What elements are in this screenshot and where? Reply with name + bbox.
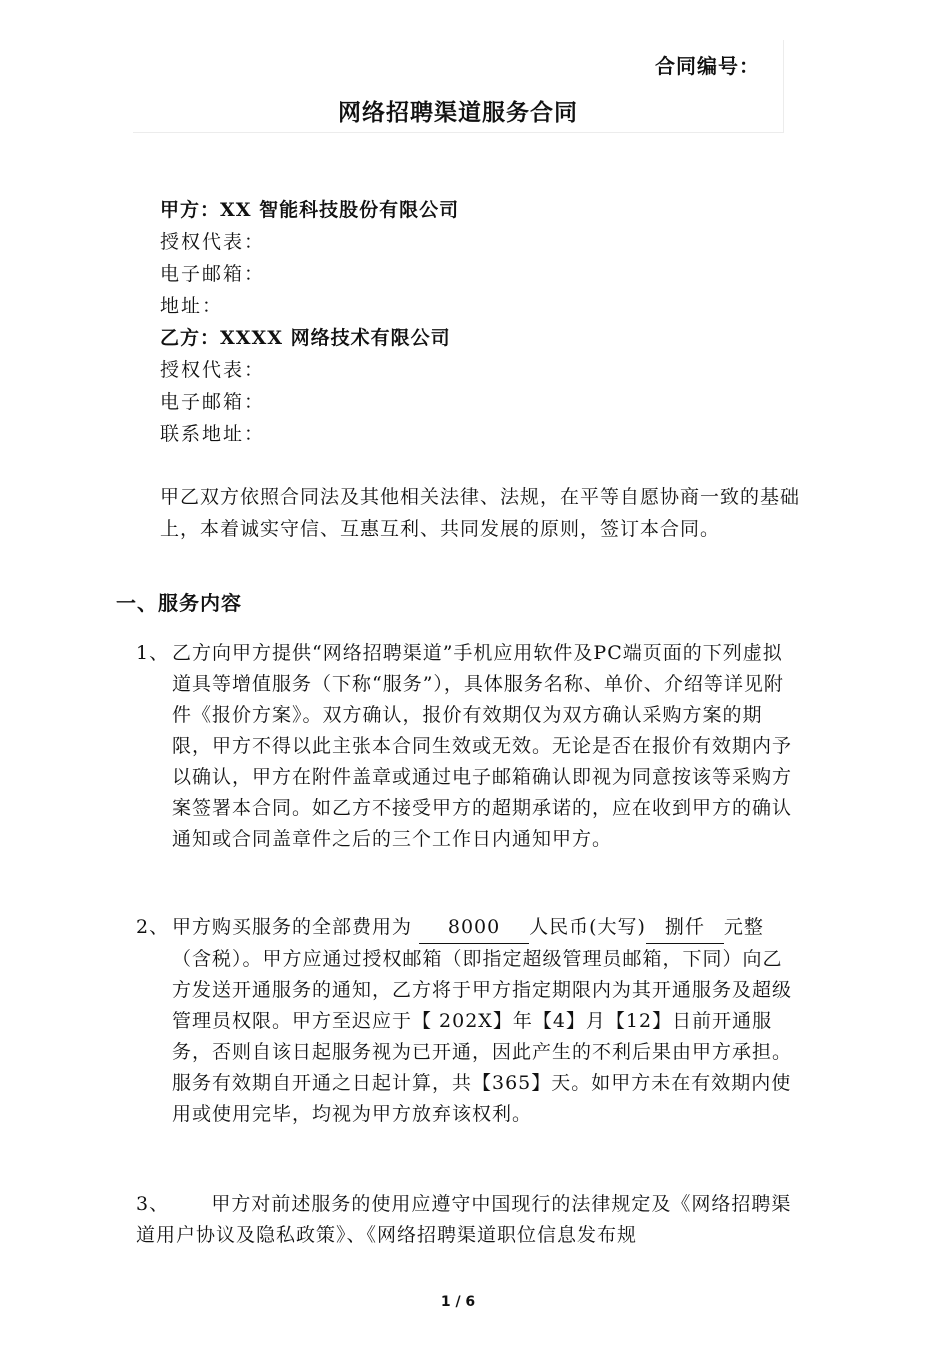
party-b-name: 乙方：XXXX 网络技术有限公司: [160, 327, 451, 349]
document-title: 网络招聘渠道服务合同: [338, 100, 578, 126]
clause-text: [136, 1189, 796, 1251]
clause-1: [136, 638, 806, 898]
party-a-email: 电子邮箱：: [160, 263, 266, 285]
party-b-block: [160, 322, 451, 450]
clause-number: 3、: [136, 1193, 170, 1215]
fee-amount-field: 8000: [419, 912, 529, 944]
fee-amount-words-field: 捌仟: [646, 912, 724, 944]
page-number: 1 / 6: [440, 1294, 476, 1310]
clause-3: [136, 1189, 796, 1259]
clause-number: 2、: [136, 916, 170, 938]
clause-text: 乙方向甲方提供“网络招聘渠道”手机应用软件及PC端页面的下列虚拟道具等增值服务（下称“服务”），具体服务名称、单价、介绍等详见附件《报价方案》。双方确认，报价有效期仅为双方确认采购方案的期限，甲方不得以此主张本合同生效或无效。无论是否在报价有效期内予以确认，甲方在附件盖章或通过电子邮箱确认即视为同意按该等采购方案签署本合同。如乙方不接受甲方的超期承诺的，应在收到甲方的确认通知或合同盖章件之后的三个工作日内通知甲方。: [172, 642, 793, 850]
clause-3-body: 甲方对前述服务的使用应遵守中国现行的法律规定及《网络招聘渠道用户协议及隐私政策》、《网络招聘渠道职位信息发布规: [136, 1193, 792, 1246]
fee-text-after: 元整（含税）。甲方应通过授权邮箱（即指定超级管理员邮箱，下同）向乙方发送开通服务的通知，乙方将于甲方指定期限内为其开通服务及超级管理员权限。甲方至迟应于【 202X】年【4】月【12】日前开通服务，否则自该日起服务视为已开通，因此产生的不利后果由甲方承担。服务有效期自开通之日起计算，共【365】天。如甲方未在有效期内使用或使用完毕，均视为甲方放弃该权利。: [172, 916, 793, 1125]
contract-number-label: 合同编号：: [655, 54, 760, 78]
section-heading-service-content: 一、服务内容: [116, 591, 242, 615]
party-b-representative: 授权代表：: [160, 359, 266, 381]
fee-text-mid: 人民币(大写): [529, 916, 646, 938]
party-a-block: [160, 194, 459, 322]
party-a-address: 地址：: [160, 295, 224, 317]
party-b-email: 电子邮箱：: [160, 391, 266, 413]
fee-text-before: 甲方购买服务的全部费用为: [172, 916, 413, 938]
clause-text: [172, 912, 802, 1130]
party-b-address: 联系地址：: [160, 423, 266, 445]
clause-number: 1、: [136, 642, 170, 664]
party-a-name: 甲方：XX 智能科技股份有限公司: [160, 199, 460, 221]
clause-2: [136, 912, 806, 1172]
preamble-paragraph: 甲乙双方依照合同法及其他相关法律、法规，在平等自愿协商一致的基础上，本着诚实守信、互惠互利、共同发展的原则，签订本合同。: [160, 486, 801, 540]
party-a-representative: 授权代表：: [160, 231, 266, 253]
